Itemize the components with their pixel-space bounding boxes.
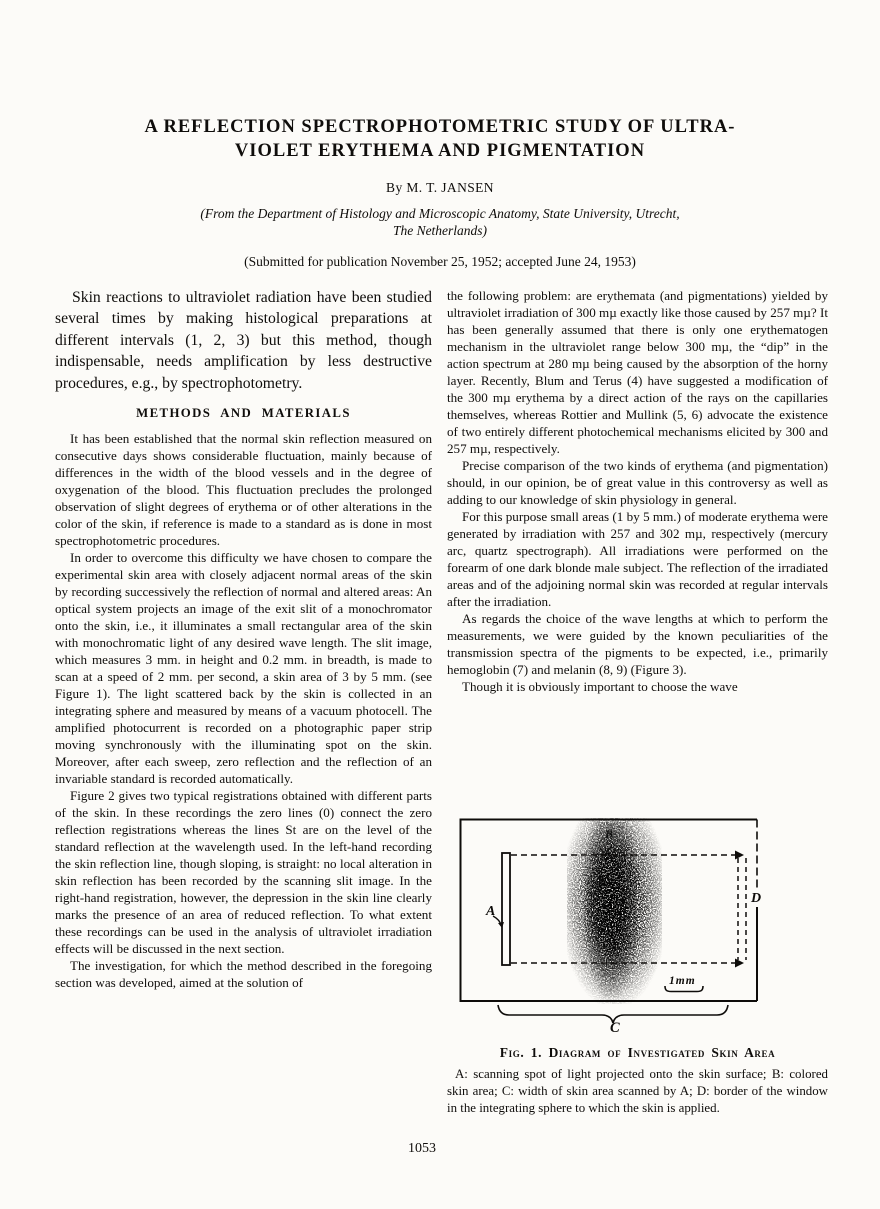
section-heading-methods: METHODS AND MATERIALS [136, 406, 351, 421]
scanning-slit-rect [502, 853, 510, 965]
scale-bar-label: 1mm [669, 975, 696, 987]
label-b: B [605, 827, 614, 841]
scan-arrowhead-bottom [735, 959, 744, 968]
intro-paragraph: Skin reactions to ultraviolet radiation have been studied several times by making histological preparations at different intervals (1, 2, 3) but this method, though indispensable, needs amplification by less destructive procedures, e.g., by spectrophotometry. [55, 289, 432, 392]
paragraph: It has been established that the normal skin reflection measured on consecutive days shows considerable fluctuation, mainly because of differences in the width of the blood vessels and in the degree of oxygenation of the blood. This fluctuation precludes the prolonged observation of slight degrees of erythema or of other alterations in the color of the skin, if reference is made to a standard as is done in most spectrophotometric procedures. [55, 431, 432, 549]
paragraph: Though it is obviously important to choose the wave [462, 679, 738, 694]
article-header [0, 116, 880, 270]
paragraph: the following problem: are erythemata (and pigmentations) yielded by ultraviolet irradiation of 300 mµ exactly like those caused by 257 mµ? It has been generally assumed that there is only one erythematogen mechanism in the ultraviolet range below 300 mµ, the “dip” in the action spectrum at 280 mµ being caused by the absorption of the horny layer. Recently, Blum and Terus (4) have suggested a modification of the 300 mµ erythema by a direct action of the rays on the capillaries themselves, whereas Rottier and Mullink (5, 6) advocate the existence of two entirely different photochemical mechanisms elicited by 300 and 257 mµ, respectively. [447, 288, 828, 456]
affiliation [0, 206, 880, 239]
paragraph: As regards the choice of the wave lengths at which to perform the measurements, we were guided by the known peculiarities of the transmission spectra of the pigments to be expected, i.e., primarily hemoglobin (7) and melanin (8, 9) (Figure 3). [447, 611, 828, 677]
scan-arrowhead-top [735, 851, 744, 860]
paragraph: The investigation, for which the method described in the foregoing section was developed, aimed at the solution of [55, 958, 432, 991]
affiliation-line1: (From the Department of Histology and Microscopic Anatomy, State University, Utrecht, [200, 206, 680, 221]
page-number: 1053 [408, 1141, 436, 1156]
figure-caption-body: A: scanning spot of light projected onto the skin surface; B: colored skin area; C: width of skin area scanned by A; D: border of the window in the integrating sphere to which the skin is applied. [447, 1067, 828, 1115]
figure-caption-title: Fig. 1. Diagram of Investigated Skin Area [499, 1045, 776, 1060]
figure-1-svg [447, 818, 787, 1034]
article-title-line2: VIOLET ERYTHEMA AND PIGMENTATION [234, 140, 646, 161]
figure-1-diagram [447, 818, 787, 1034]
paragraph: Precise comparison of the two kinds of erythema (and pigmentation) should, in our opinion, be of great value in this controversy as well as adding to our knowledge of skin physiology in general. [447, 458, 828, 507]
paragraph: For this purpose small areas (1 by 5 mm.) of moderate erythema were generated by irradiation with 257 and 302 mµ, respectively (mercury arc, quartz spectrograph). All irradiations were performed on the forearm of one dark blonde male subject. The reflection of the irradiated areas and of the adjoining normal skin was recorded at regular intervals after the irradiation. [447, 509, 828, 609]
paragraph: Figure 2 gives two typical registrations obtained with different parts of the skin. In these recordings the zero lines (0) connect the zero reflection registrations whereas the lines St are on the level of the standard reflection at the wavelength used. In the left-hand recording the skin reflection line, though sloping, is straight: no local alteration in skin reflection has been recorded by the scanning slit image. In the right-hand registration, however, the depression in the skin line clearly marks the presence of an area of reduced reflection. To what extent these recordings can be used in the analysis of ultraviolet irradiation effects will be discussed in the next section. [55, 788, 432, 957]
paragraph: In order to overcome this difficulty we have chosen to compare the experimental skin area with closely adjacent normal areas of the skin by recording successively the reflection of normal and altered areas: An optical system projects an image of the exit slit of a monochromator onto the skin, i.e., it illuminates a small rectangular area of the skin with monochromatic light of any desired wave length. The slit image, which measures 3 mm. in height and 0.2 mm. in breadth, is made to scan at a speed of 2 mm. per second, a skin area of 3 by 5 mm. (see Figure 1). The light scattered back by the skin is collected in an integrating sphere and measured by means of a vacuum photocell. The amplified photocurrent is recorded on a photographic paper strip moving synchronously with the illuminating spot on the skin. Moreover, after each sweep, zero reflection and the reflection of an invariable standard is recorded automatically. [55, 550, 432, 787]
stipple-band-core [585, 822, 637, 998]
article-title [0, 116, 880, 163]
affiliation-line2: The Netherlands) [392, 222, 488, 238]
label-a: A [486, 904, 496, 919]
label-d: D [751, 891, 762, 906]
submission-note: (Submitted for publication November 25, 1952; accepted June 24, 1953) [244, 254, 636, 269]
article-title-line1: A REFLECTION SPECTROPHOTOMETRIC STUDY OF ULTRA- [144, 117, 736, 137]
author-byline: By M. T. JANSEN [386, 180, 494, 195]
left-column [55, 287, 432, 991]
right-column [447, 287, 828, 1115]
label-c: C [610, 1020, 620, 1034]
